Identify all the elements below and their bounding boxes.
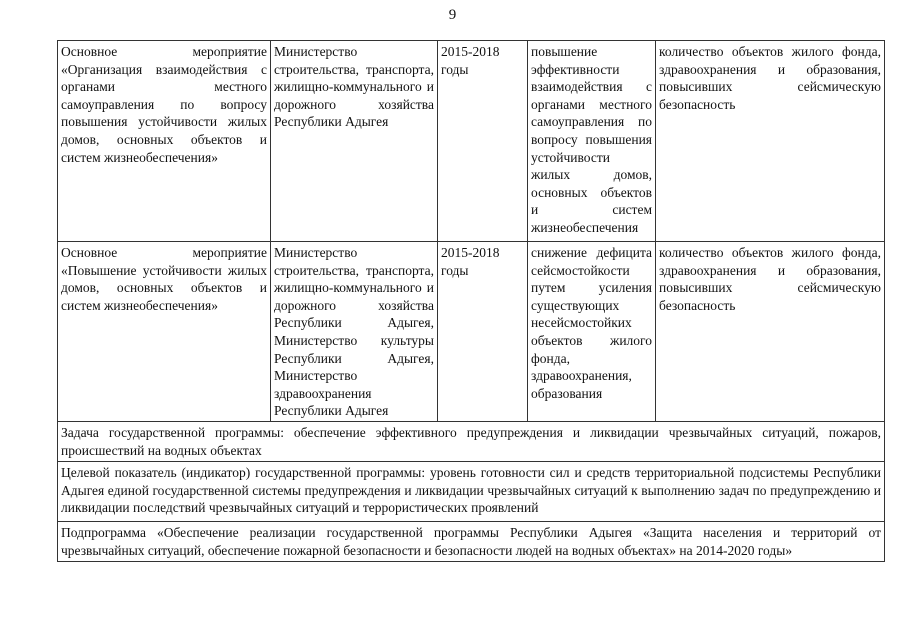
period-cell: 2015-2018 годы — [438, 41, 528, 242]
program-task: Задача государственной программы: обеспечение эффективного предупреждения и ликвидации чрезвычайных ситуаций, пожаров, происшествий на водных объектах — [58, 422, 885, 462]
result-cell: снижение дефицита сейсмостойкости путем усиления существующих несейсмостойких объектов жилого фонда, здравоохранения, образования — [528, 242, 656, 422]
target-indicator: Целевой показатель (индикатор) государственной программы: уровень готовности сил и средств территориальной подсистемы Республики Адыгея единой государственной системы предупреждения и ликвидации чрезвычайных ситуаций к выполнению задач по предупреждению и ликвидации последствий чрезвычайных ситуаций и террористических проявлений — [58, 462, 885, 522]
executor-cell: Министерство строительства, транспорта, жилищно-коммунального и дорожного хозяйства Республики Адыгея — [271, 41, 438, 242]
indicator-cell: количество объектов жилого фонда, здравоохранения и образования, повысивших сейсмическую безопасность — [656, 41, 885, 242]
table-row — [58, 242, 885, 422]
task-row — [58, 422, 885, 462]
indicator-cell: количество объектов жилого фонда, здравоохранения и образования, повысивших сейсмическую безопасность — [656, 242, 885, 422]
event-cell: Основное мероприятие «Повышение устойчивости жилых домов, основных объектов и систем жизнеобеспечения» — [58, 242, 271, 422]
event-cell: Основное мероприятие «Организация взаимодействия с органами местного самоуправления по вопросу повышения устойчивости жилых домов, основных объектов и систем жизнеобеспечения» — [58, 41, 271, 242]
result-cell: повышение эффективности взаимодействия с органами местного самоуправления по вопросу повышения устойчивости жилых домов, основных объектов и систем жизнеобеспечения — [528, 41, 656, 242]
executor-cell: Министерство строительства, транспорта, жилищно-коммунального и дорожного хозяйства Республики Адыгея, Министерство культуры Республики Адыгея, Министерство здравоохранения Республики Адыгея — [271, 242, 438, 422]
subprogram-row — [58, 522, 885, 562]
target-indicator-row — [58, 462, 885, 522]
page-number: 9 — [448, 7, 457, 23]
period-cell: 2015-2018 годы — [438, 242, 528, 422]
table-row — [58, 41, 885, 242]
subprogram-title: Подпрограмма «Обеспечение реализации государственной программы Республики Адыгея «Защита населения и территорий от чрезвычайных ситуаций, обеспечение пожарной безопасности и безопасности людей на водных объектах» на 2014-2020 годы» — [58, 522, 885, 562]
program-table — [57, 40, 885, 562]
